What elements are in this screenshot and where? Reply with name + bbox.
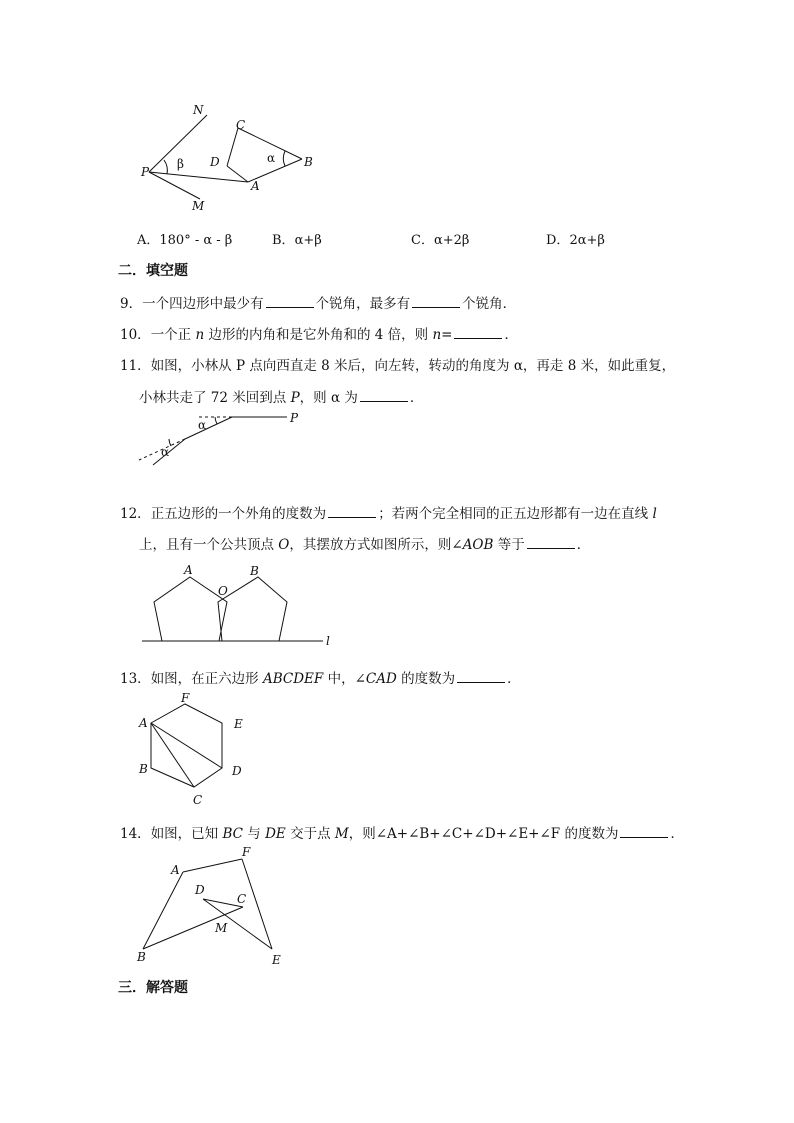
q14-label-e: E bbox=[272, 953, 281, 967]
q12-label-b: B bbox=[250, 564, 259, 578]
q11-label-alpha-1: α bbox=[198, 418, 207, 432]
q12-label-o: O bbox=[218, 584, 228, 598]
q12-figure bbox=[140, 562, 340, 646]
q10-blank[interactable] bbox=[454, 326, 502, 339]
q8-label-alpha: α bbox=[267, 151, 276, 165]
section-2-title: 二．填空题 bbox=[118, 263, 188, 279]
q13-label-b: B bbox=[139, 762, 148, 776]
q9-blank-1[interactable] bbox=[266, 295, 314, 308]
q8-option-a: A．180° - α - β bbox=[137, 233, 233, 248]
q11-line-2: 小林共走了 72 米回到点 P，则 α 为 ． bbox=[139, 390, 424, 406]
q8-label-c: C bbox=[236, 118, 246, 132]
q8-label-b: B bbox=[304, 155, 313, 169]
section-3-title: 三．解答题 bbox=[118, 980, 188, 996]
q8-label-m: M bbox=[192, 199, 205, 213]
q14-label-f: F bbox=[242, 845, 251, 859]
q11-label-p: P bbox=[290, 411, 299, 425]
q8-label-p: P bbox=[141, 165, 150, 179]
q8-label-d: D bbox=[210, 155, 220, 169]
q14-label-b: B bbox=[137, 950, 146, 964]
q8-label-n: N bbox=[193, 103, 204, 117]
q13-figure bbox=[133, 690, 253, 810]
q12-line-2: 上，且有一个公共顶点 O，其摆放方式如图所示，则∠AOB 等于 ． bbox=[139, 537, 591, 553]
q8-label-beta: β bbox=[177, 157, 184, 171]
q12-label-a: A bbox=[184, 563, 193, 577]
q14-label-d: D bbox=[195, 883, 205, 897]
q13-label-a: A bbox=[139, 716, 148, 730]
q14-blank[interactable] bbox=[620, 825, 668, 838]
q8-option-b: B．α+β bbox=[272, 233, 322, 248]
q13: 13．如图，在正六边形 ABCDEF 中，∠CAD 的度数为 ． bbox=[120, 671, 521, 687]
q13-label-c: C bbox=[193, 793, 203, 807]
q14-label-a: A bbox=[171, 863, 180, 877]
q10: 10．一个正 n 边形的内角和是它外角和的 4 倍，则 n= ． bbox=[120, 327, 518, 343]
q11-label-alpha-2: α bbox=[161, 445, 170, 459]
q11-line-1: 11．如图，小林从 P 点向西直走 8 米后，向左转，转动的角度为 α，再走 8 米，如此重复， bbox=[120, 358, 676, 374]
q13-label-d: D bbox=[232, 764, 242, 778]
q13-label-e: E bbox=[234, 717, 243, 731]
q12-label-l: l bbox=[326, 634, 330, 648]
q9: 9．一个四边形中最少有 个锐角，最多有 个锐角． bbox=[120, 296, 517, 312]
q12-blank-1[interactable] bbox=[328, 505, 376, 518]
q14-figure bbox=[133, 843, 303, 973]
q13-blank[interactable] bbox=[457, 670, 505, 683]
q11-figure bbox=[135, 408, 315, 468]
q12-blank-2[interactable] bbox=[527, 536, 575, 549]
q13-label-f: F bbox=[181, 691, 190, 705]
q8-option-c: C．α+2β bbox=[411, 233, 470, 248]
q14-label-m: M bbox=[215, 921, 228, 935]
q8-option-d: D．2α+β bbox=[546, 233, 605, 248]
q8-label-a: A bbox=[251, 179, 260, 193]
q14: 14．如图，已知 BC 与 DE 交于点 M，则∠A+∠B+∠C+∠D+∠E+∠F 的度数为 ． bbox=[120, 826, 684, 842]
q11-blank[interactable] bbox=[360, 389, 408, 402]
q9-blank-2[interactable] bbox=[412, 295, 460, 308]
q8-figure bbox=[130, 98, 330, 218]
q12-line-1: 12．正五边形的一个外角的度数为 ；若两个完全相同的正五边形都有一边在直线 l bbox=[120, 506, 657, 522]
q14-label-c: C bbox=[237, 892, 247, 906]
